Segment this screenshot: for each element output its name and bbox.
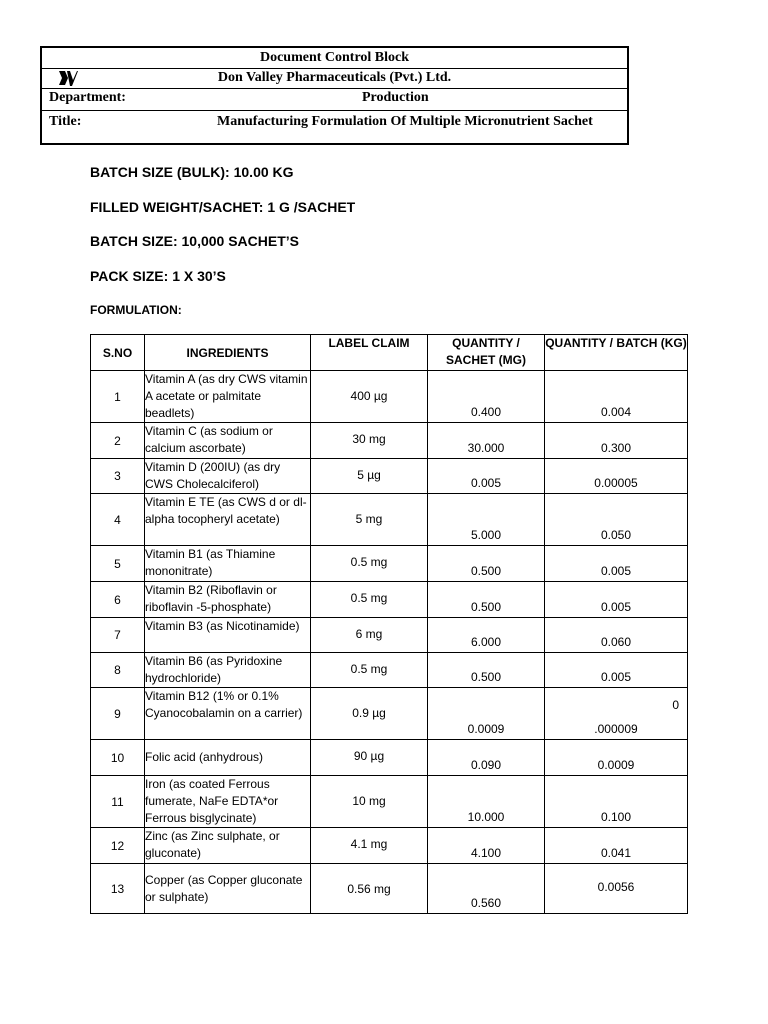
row-qty-batch [545, 864, 688, 914]
row-qty-batch [545, 776, 688, 828]
table-row [91, 653, 688, 688]
row-label-claim [311, 740, 428, 776]
row-qty-batch [545, 371, 688, 423]
row-label-claim [311, 688, 428, 740]
pack-size: PACK SIZE: 1 X 30’S [90, 268, 226, 284]
row-ingredient: Copper (as Copper gluconate or sulphate) [145, 864, 311, 914]
row-label-claim [311, 828, 428, 864]
row-label-claim-text: 4.1 mg [350, 837, 388, 851]
row-qty-sachet [428, 423, 545, 459]
row-qty-batch-text: 0.005 [600, 670, 632, 684]
row-qty-sachet-text: 6.000 [470, 635, 502, 649]
department-value: Production [362, 90, 429, 105]
row-qty-batch [545, 618, 688, 653]
header-sno: S.NO [91, 335, 145, 371]
row-qty-batch [545, 653, 688, 688]
row-qty-sachet-text: 30.000 [467, 441, 505, 455]
row-qty-sachet [428, 546, 545, 582]
row-label-claim [311, 653, 428, 688]
batch-size-bulk: BATCH SIZE (BULK): 10.00 KG [90, 164, 294, 180]
row-ingredient: Iron (as coated Ferrous fumerate, NaFe EDTA*or Ferrous bisglycinate) [145, 776, 311, 828]
row-qty-sachet [428, 864, 545, 914]
row-ingredient: Vitamin B3 (as Nicotinamide) [145, 618, 311, 653]
row-sno: 12 [91, 828, 145, 864]
row-sno: 9 [91, 688, 145, 740]
control-block-heading-row [42, 48, 627, 69]
row-ingredient: Vitamin B12 (1% or 0.1% Cyanocobalamin on a carrier) [145, 688, 311, 740]
row-label-claim-text: 30 mg [352, 432, 386, 446]
header-qty-batch: QUANTITY / BATCH (KG) [545, 335, 688, 371]
row-qty-sachet-text: 0.560 [470, 896, 502, 910]
row-label-claim [311, 459, 428, 494]
row-qty-batch [545, 459, 688, 494]
table-row [91, 459, 688, 494]
row-qty-sachet [428, 618, 545, 653]
row-sno: 10 [91, 740, 145, 776]
title-row [42, 110, 627, 145]
title-label: Title: [49, 114, 82, 129]
row-label-claim [311, 864, 428, 914]
row-qty-batch-text: 0.0009 [597, 758, 635, 772]
row-label-claim-text: 0.56 mg [347, 881, 391, 896]
row-label-claim-text: 6 mg [355, 627, 383, 641]
row-qty-batch [545, 423, 688, 459]
row-label-claim-text: 5 µg [357, 468, 381, 482]
formulation-table [90, 334, 688, 914]
row-qty-batch-text: 0.300 [600, 441, 632, 455]
filled-weight: FILLED WEIGHT/SACHET: 1 G /SACHET [90, 199, 356, 215]
table-header-row [91, 335, 688, 371]
row-qty-batch-text: 0.060 [600, 635, 632, 649]
batch-size: BATCH SIZE: 10,000 SACHET’S [90, 233, 300, 249]
header-label-claim: LABEL CLAIM [311, 335, 428, 371]
row-qty-batch-text: 0.050 [600, 528, 632, 542]
row-sno: 4 [91, 494, 145, 546]
row-qty-sachet-text: 4.100 [470, 846, 502, 860]
row-label-claim-text: 0.5 mg [350, 555, 388, 569]
row-sno: 3 [91, 459, 145, 494]
table-row [91, 618, 688, 653]
title-value: Manufacturing Formulation Of Multiple Micronutrient Sachet [217, 114, 593, 129]
row-label-claim [311, 494, 428, 546]
row-qty-sachet [428, 653, 545, 688]
table-row [91, 864, 688, 914]
department-label: Department: [49, 90, 126, 105]
row-qty-sachet [428, 740, 545, 776]
row-ingredient: Vitamin B6 (as Pyridoxine hydrochloride) [145, 653, 311, 688]
table-row [91, 494, 688, 546]
row-qty-sachet [428, 371, 545, 423]
row-qty-batch [545, 828, 688, 864]
row-label-claim [311, 371, 428, 423]
table-row [91, 828, 688, 864]
document-control-block [40, 46, 629, 145]
table-row [91, 740, 688, 776]
table-row [91, 423, 688, 459]
row-qty-batch-text: .000009 [594, 722, 638, 736]
row-qty-sachet [428, 494, 545, 546]
header-qty-sachet: QUANTITY / SACHET (MG) [428, 335, 545, 371]
row-label-claim-text: 0.9 µg [352, 706, 386, 720]
row-label-claim [311, 776, 428, 828]
row-qty-sachet-text: 10.000 [467, 810, 505, 824]
row-sno: 8 [91, 653, 145, 688]
row-ingredient: Folic acid (anhydrous) [145, 740, 311, 776]
row-sno: 1 [91, 371, 145, 423]
row-qty-sachet-text: 0.400 [470, 405, 502, 419]
row-qty-sachet-text: 0.500 [470, 564, 502, 578]
row-label-claim [311, 582, 428, 618]
row-label-claim-text: 10 mg [352, 794, 386, 808]
row-label-claim-text: 0.5 mg [350, 662, 388, 676]
row-qty-batch [545, 740, 688, 776]
row-qty-batch-text: 0.005 [600, 600, 632, 614]
table-row [91, 776, 688, 828]
row-qty-batch-text: 0.041 [600, 846, 632, 860]
row-qty-batch-text: 0.005 [600, 564, 632, 578]
row-qty-batch [545, 546, 688, 582]
row-ingredient: Vitamin B2 (Riboflavin or riboflavin -5-phosphate) [145, 582, 311, 618]
row-label-claim-text: 90 µg [353, 749, 385, 763]
row-qty-batch-text: 0.004 [600, 405, 632, 419]
row-qty-sachet-text: 0.500 [470, 670, 502, 684]
row-ingredient: Vitamin D (200IU) (as dry CWS Cholecalciferol) [145, 459, 311, 494]
row-qty-sachet-text: 5.000 [470, 528, 502, 542]
table-row [91, 688, 688, 740]
row-qty-batch [545, 494, 688, 546]
row-qty-batch-text: 0.100 [600, 810, 632, 824]
row-qty-sachet [428, 776, 545, 828]
company-name: Don Valley Pharmaceuticals (Pvt.) Ltd. [217, 70, 452, 85]
row-label-claim-text: 400 µg [350, 389, 388, 403]
table-row [91, 546, 688, 582]
row-ingredient: Vitamin C (as sodium or calcium ascorbate) [145, 423, 311, 459]
row-qty-sachet-text: 0.005 [470, 476, 502, 490]
department-row [42, 88, 627, 111]
row-sno: 6 [91, 582, 145, 618]
row-qty-batch-stray-digit: 0 [672, 698, 679, 712]
row-sno: 5 [91, 546, 145, 582]
row-sno: 13 [91, 864, 145, 914]
row-ingredient: Vitamin A (as dry CWS vitamin A acetate or palmitate beadlets) [145, 371, 311, 423]
row-label-claim [311, 423, 428, 459]
row-qty-sachet-text: 0.500 [470, 600, 502, 614]
row-qty-sachet-text: 0.090 [470, 758, 502, 772]
row-sno: 11 [91, 776, 145, 828]
row-ingredient: Vitamin E TE (as CWS d or dl-alpha tocopheryl acetate) [145, 494, 311, 546]
row-label-claim [311, 546, 428, 582]
row-ingredient: Vitamin B1 (as Thiamine mononitrate) [145, 546, 311, 582]
row-qty-batch-text: 0.00005 [594, 476, 638, 490]
row-qty-sachet [428, 828, 545, 864]
row-sno: 2 [91, 423, 145, 459]
row-qty-sachet-text: 0.0009 [467, 722, 505, 736]
row-label-claim [311, 618, 428, 653]
table-row [91, 371, 688, 423]
row-qty-batch [545, 688, 688, 740]
header-ingredients: INGREDIENTS [145, 335, 311, 371]
row-qty-batch [545, 582, 688, 618]
table-row [91, 582, 688, 618]
row-label-claim-text: 0.5 mg [350, 591, 388, 605]
row-ingredient: Zinc (as Zinc sulphate, or gluconate) [145, 828, 311, 864]
formulation-label: FORMULATION: [90, 303, 182, 317]
row-qty-sachet [428, 459, 545, 494]
row-sno: 7 [91, 618, 145, 653]
row-qty-sachet [428, 582, 545, 618]
company-row [42, 68, 627, 89]
row-qty-sachet [428, 688, 545, 740]
row-qty-batch-text: 0.0056 [597, 880, 635, 894]
control-block-heading: Document Control Block [259, 50, 410, 65]
row-label-claim-text: 5 mg [355, 512, 383, 526]
